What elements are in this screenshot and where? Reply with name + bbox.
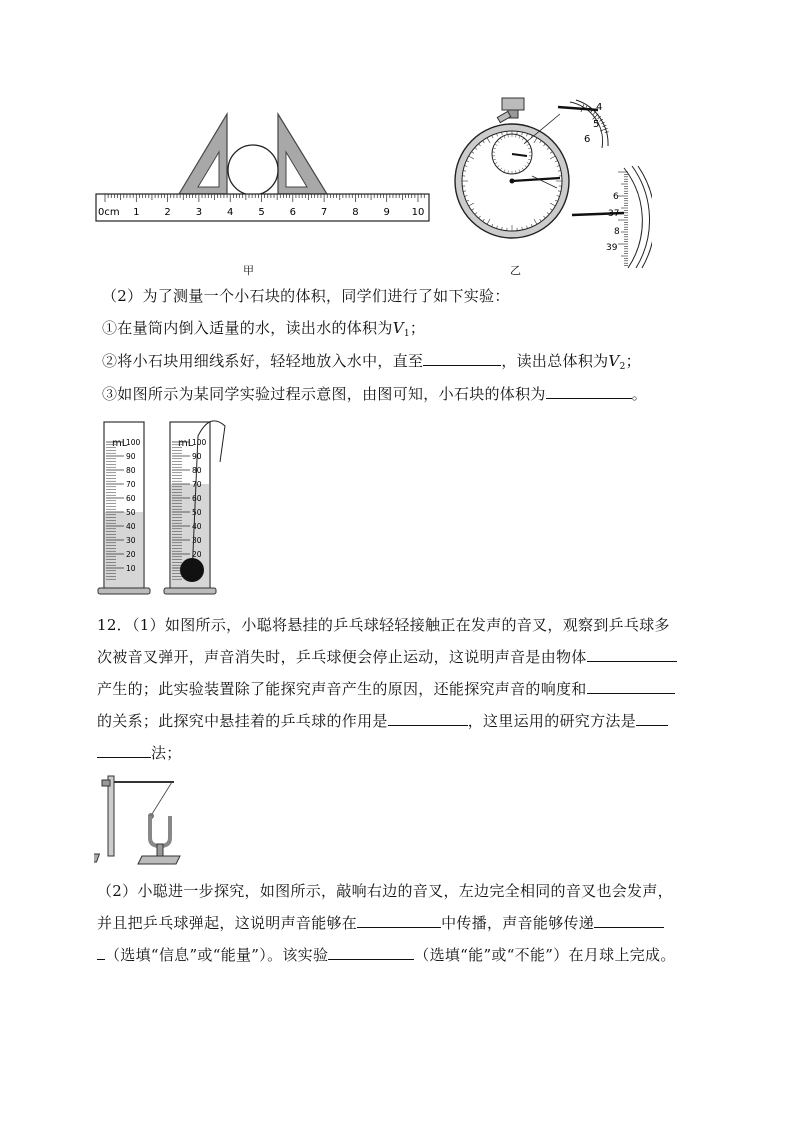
ruler-tick-label: 7 — [320, 207, 328, 218]
big-dial-label-6: 6 — [613, 192, 619, 202]
answer-blank[interactable] — [388, 711, 468, 726]
answer-blank[interactable] — [328, 945, 414, 960]
cylinder-unit: mL — [178, 438, 194, 449]
cylinder-scale-label: 40 — [192, 522, 202, 531]
ball — [228, 145, 278, 195]
cylinder-scale-label: 60 — [192, 494, 202, 503]
ruler-tick-label: 1 — [133, 207, 140, 218]
small-dial-label-6: 6 — [584, 134, 591, 145]
cylinder-scale-label: 10 — [126, 564, 136, 573]
q12-line4: 的关系；此探究中悬挂着的乒乓球的作用是 ，这里运用的研究方法是 — [97, 710, 668, 732]
q12-line5: 法； — [97, 742, 182, 764]
ruler-tick-label: 4 — [227, 207, 234, 218]
ruler-tick-label: 8 — [352, 207, 359, 218]
part2-intro: （2）为了测量一个小石块的体积，同学们进行了如下实验： — [102, 287, 510, 305]
ruler-tick-label: 2 — [164, 207, 171, 218]
cylinder-scale-label: 70 — [126, 480, 136, 489]
cylinder-scale-label: 90 — [192, 452, 202, 461]
answer-blank[interactable] — [594, 913, 664, 928]
big-dial-label-39: 39 — [606, 243, 618, 253]
ruler-unit-label: 0cm — [98, 207, 120, 218]
q12-line2: 次被音叉弹开，声音消失时，乒乓球便会停止运动，这说明声音是由物体 — [97, 646, 677, 668]
ruler-tick-label: 3 — [195, 207, 203, 218]
ruler-tick-label: 6 — [289, 207, 296, 218]
ruler-figure — [95, 108, 435, 228]
tuning-fork-figure — [94, 770, 189, 868]
step3: ③如图所示为某同学实验过程示意图，由图可知，小石块的体积为 。 — [102, 385, 648, 403]
step1: ①在量筒内倒入适量的水，读出水的体积为$V_1$； — [102, 319, 426, 339]
answer-blank[interactable] — [587, 679, 675, 694]
ruler-tick-label: 5 — [258, 207, 265, 218]
cylinder-scale-label: 70 — [192, 480, 202, 489]
stopwatch-figure — [452, 96, 652, 272]
answer-blank[interactable] — [97, 743, 151, 758]
stone — [180, 558, 204, 582]
ruler-tick-label: 9 — [383, 207, 390, 218]
caption-yi: 乙 — [510, 264, 521, 277]
cylinder-scale-label: 50 — [126, 508, 136, 517]
q12p2-line2: 并且把乒乓球弹起，这说明声音能够在 中传播，声音能够传递 — [97, 912, 664, 934]
answer-blank[interactable] — [636, 711, 668, 726]
cylinder-scale-label: 100 — [192, 438, 207, 447]
q12p2-line1: （2）小聪进一步探究，如图所示，敲响右边的音叉，左边完全相同的音叉也会发声， — [97, 882, 673, 900]
cylinder-scale-label: 80 — [192, 466, 202, 475]
answer-blank[interactable] — [546, 384, 632, 399]
cylinder-scale-label: 90 — [126, 452, 136, 461]
answer-blank[interactable] — [357, 913, 441, 928]
answer-blank[interactable] — [97, 945, 105, 960]
big-dial-label-8: 8 — [614, 227, 620, 237]
cylinder-scale-label: 40 — [126, 522, 136, 531]
answer-blank[interactable] — [423, 351, 501, 366]
small-dial-label-5: 5 — [593, 119, 600, 130]
q12-line1: 12．（1）如图所示，小聪将悬挂的乒乓球轻轻接触正在发声的音叉，观察到乒乓球多 — [97, 616, 670, 634]
q12-line3: 产生的；此实验装置除了能探究声音产生的原因，还能探究声音的响度和 — [97, 678, 675, 700]
q12p2-line3: （选填“信息”或“能量”）。该实验 （选填“能”或“不能”）在月球上完成。 — [97, 944, 676, 966]
cylinder-unit: mL — [112, 438, 128, 449]
cylinder-scale-label: 60 — [126, 494, 136, 503]
cylinder-figure — [92, 412, 242, 607]
caption-jia: 甲 — [243, 264, 254, 277]
answer-blank[interactable] — [587, 647, 677, 662]
small-dial-label-4: 4 — [596, 102, 603, 113]
ruler-tick-label: 10 — [411, 207, 425, 218]
cylinder-scale-label: 30 — [126, 536, 136, 545]
cylinder-scale-label: 80 — [126, 466, 136, 475]
cylinder-scale-label: 30 — [192, 536, 202, 545]
cylinder-scale-label: 100 — [126, 438, 141, 447]
big-dial-label-37: 37 — [608, 209, 620, 219]
cylinder-scale-label: 50 — [192, 508, 202, 517]
cylinder-scale-label: 20 — [192, 550, 202, 559]
cylinder-scale-label: 20 — [126, 550, 136, 559]
step2: ②将小石块用细线系好，轻轻地放入水中，直至 ，读出总体积为$V_2$； — [102, 352, 641, 372]
